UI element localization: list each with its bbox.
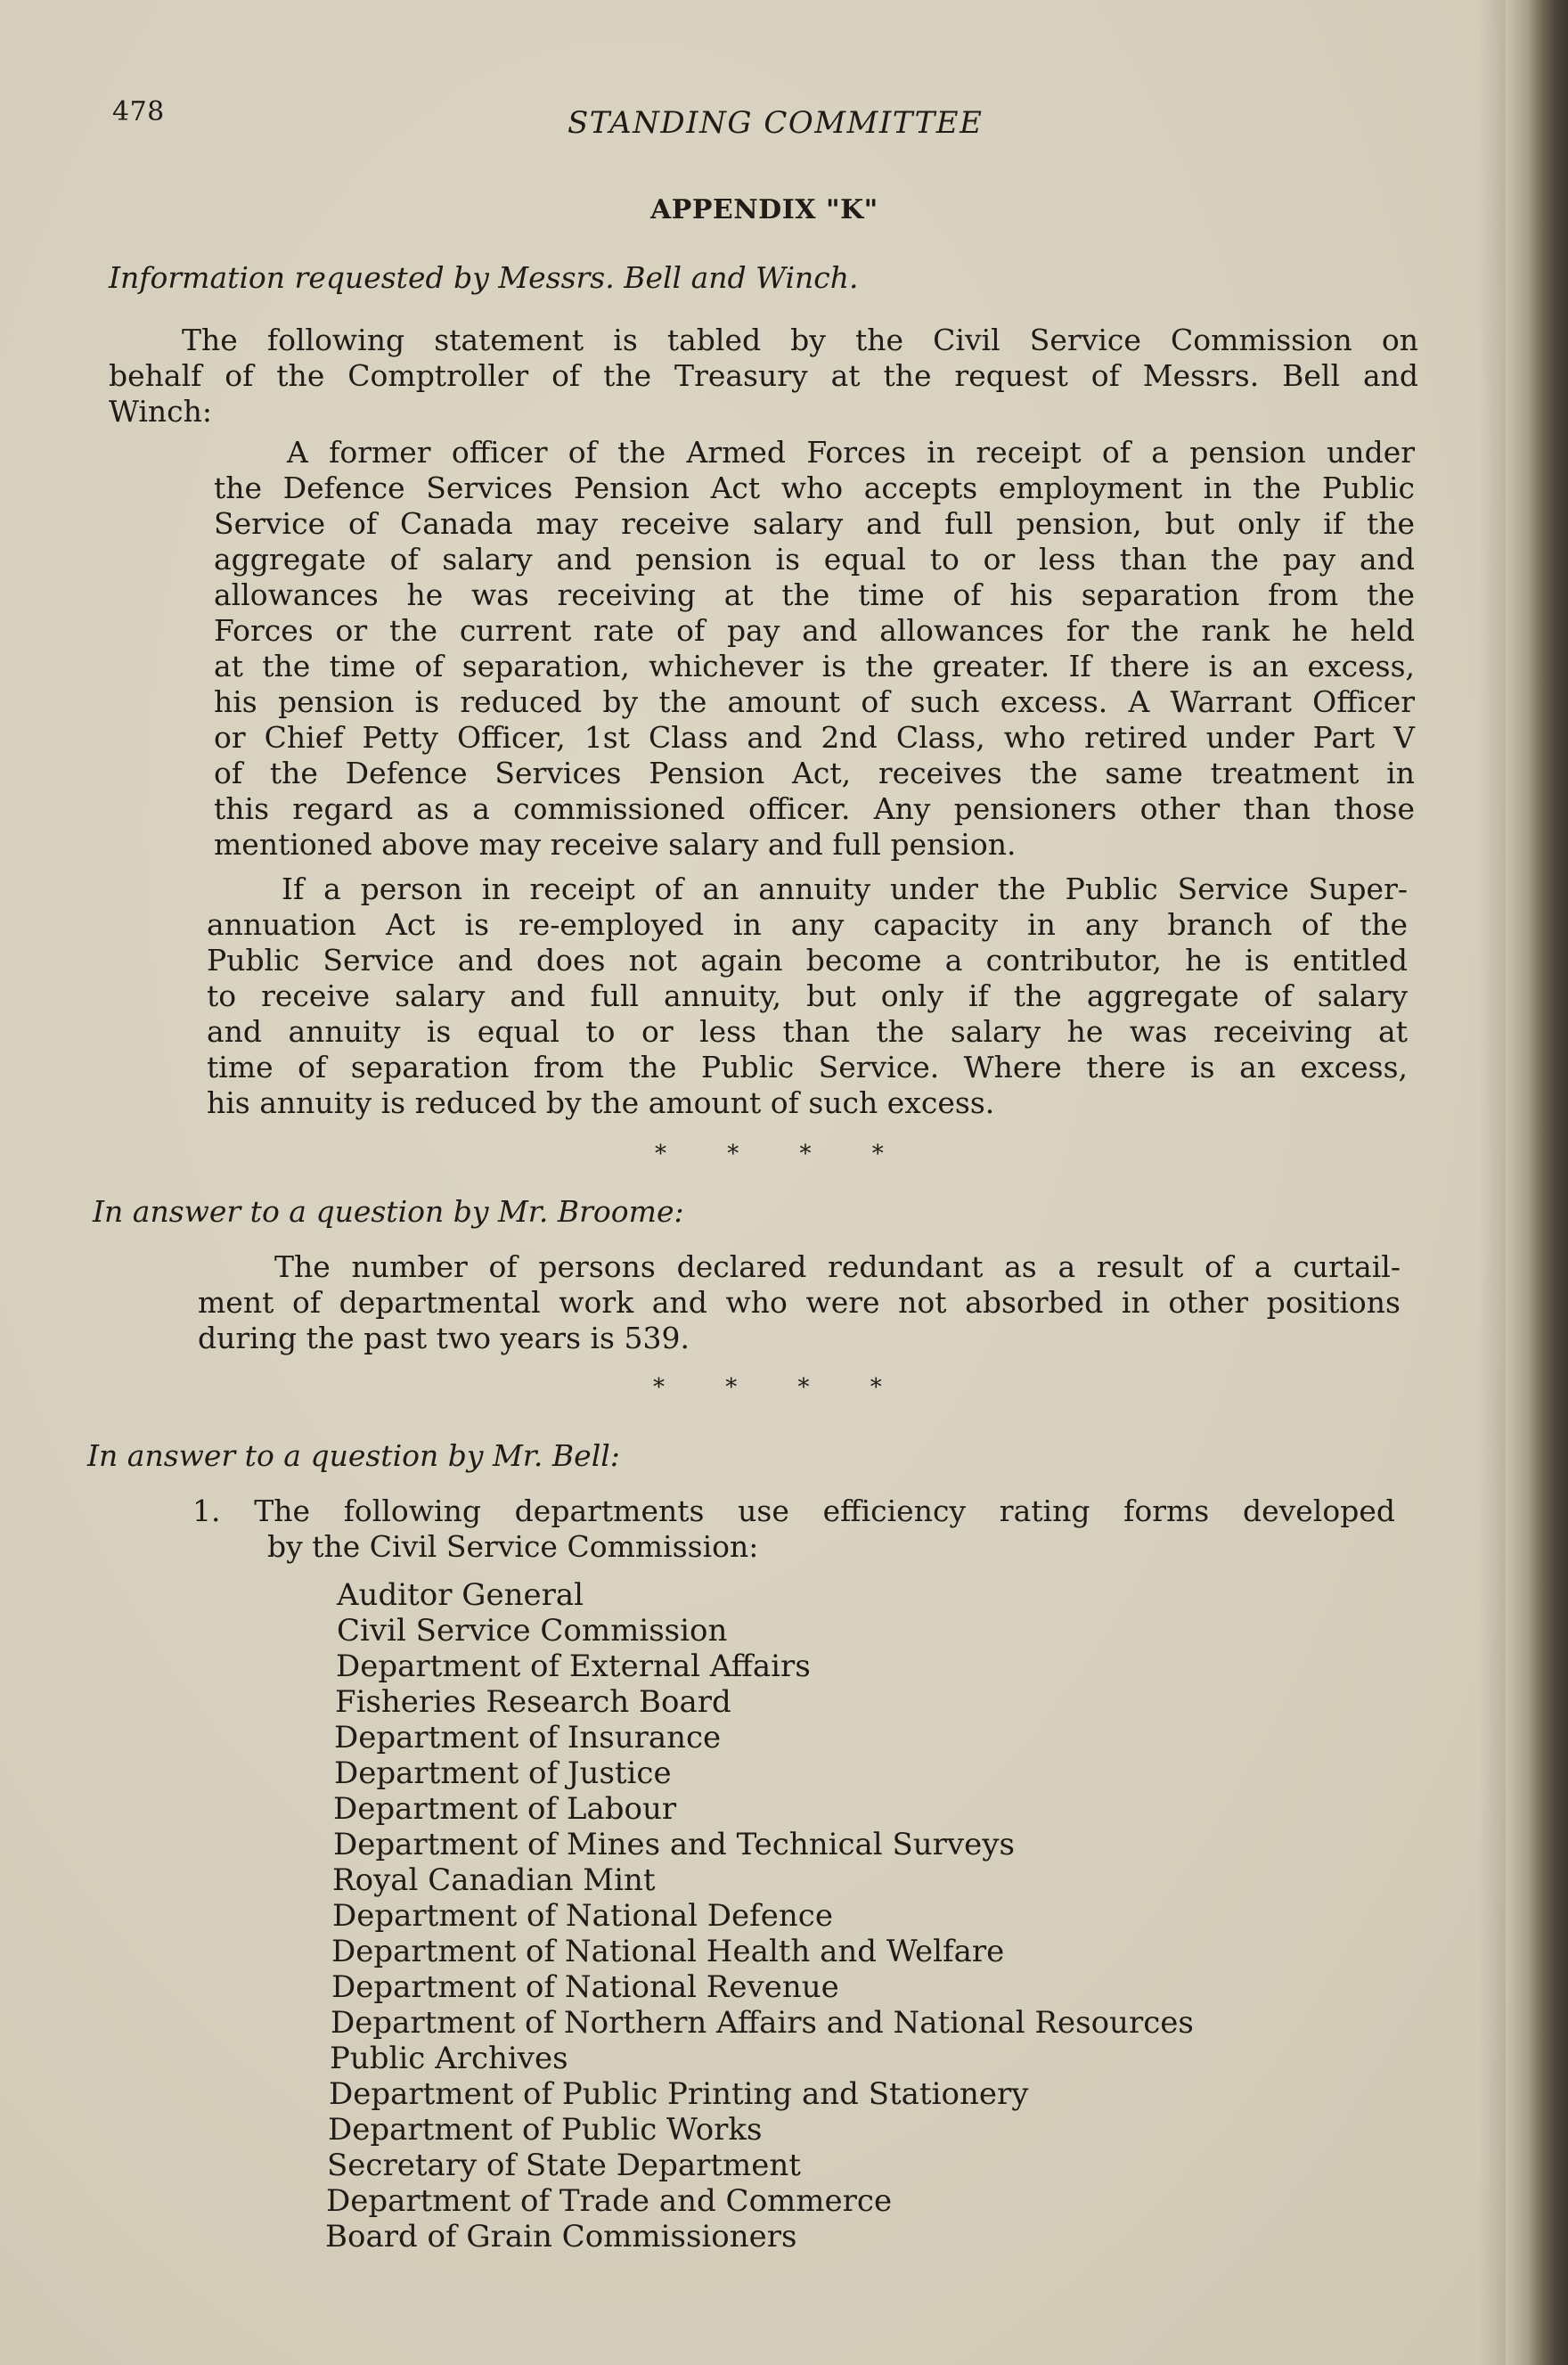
paragraph-line: of the Defence Services Pension Act, receives the same treatment in — [214, 756, 1415, 790]
intro-line: The following statement is tabled by the Civil Service Commission on — [182, 323, 1418, 357]
section-heading-info-requested: Information requested by Messrs. Bell and Winch. — [109, 260, 859, 295]
intro-paragraph — [109, 323, 1418, 430]
list-item: Public Archives — [330, 2041, 568, 2076]
paragraph-line: aggregate of salary and pension is equal to or less than the pay and — [214, 542, 1415, 577]
paragraph-line: during the past two years is 539. — [198, 1321, 690, 1355]
paragraph-line: 1. The following departments use efficiency rating forms developed — [192, 1493, 1395, 1528]
list-item: Department of Mines and Technical Surveys — [333, 1827, 1015, 1862]
section-separator: * * * * — [655, 1141, 911, 1167]
paragraph-line: to receive salary and full annuity, but only if the aggregate of salary — [207, 978, 1408, 1013]
list-item: Department of Justice — [334, 1755, 672, 1791]
list-item: Royal Canadian Mint — [332, 1862, 656, 1898]
list-item: Department of Northern Affairs and National Resources — [331, 2005, 1194, 2041]
paragraph-line: Forces or the current rate of pay and allowances for the rank he held — [214, 613, 1415, 648]
annuity-paragraph — [207, 872, 1408, 1121]
section-heading-broome: In answer to a question by Mr. Broome: — [93, 1194, 684, 1229]
paragraph-line: mentioned above may receive salary and full pension. — [214, 827, 1017, 862]
paragraph-line: his pension is reduced by the amount of such excess. A Warrant Officer — [214, 684, 1415, 719]
paragraph-line: this regard as a commissioned officer. Any pensioners other than those — [214, 791, 1415, 826]
list-item: Secretary of State Department — [327, 2148, 801, 2183]
page-number: 478 — [112, 96, 165, 127]
list-item: Department of National Defence — [332, 1898, 833, 1934]
book-spine — [1506, 0, 1568, 2365]
paragraph-line: Public Service and does not again become a contributor, he is entitled — [207, 943, 1408, 978]
appendix-title: APPENDIX "K" — [650, 194, 878, 225]
paragraph-line: The number of persons declared redundant as a result of a curtail- — [274, 1249, 1401, 1284]
redundancy-paragraph — [198, 1249, 1401, 1356]
paragraph-line: by the Civil Service Commission: — [267, 1529, 759, 1564]
list-item: Department of Labour — [333, 1791, 677, 1827]
list-item: Department of External Affairs — [336, 1649, 811, 1684]
paragraph-line: and annuity is equal to or less than the salary he was receiving at — [207, 1014, 1408, 1049]
paragraph-line: or Chief Petty Officer, 1st Class and 2nd Class, who retired under Part V — [214, 720, 1415, 755]
paragraph-line: the Defence Services Pension Act who accepts employment in the Public — [214, 471, 1415, 505]
list-item: Department of National Health and Welfare — [331, 1934, 1005, 1969]
paragraph-line: at the time of separation, whichever is the greater. If there is an excess, — [214, 649, 1415, 683]
page-gutter-shadow — [1479, 0, 1506, 2365]
section-separator: * * * * — [653, 1374, 909, 1401]
paragraph-line: his annuity is reduced by the amount of such excess. — [207, 1085, 995, 1120]
efficiency-rating-item — [192, 1493, 1395, 1565]
pension-paragraph — [214, 435, 1415, 863]
paragraph-line: If a person in receipt of an annuity under the Public Service Super- — [282, 872, 1408, 906]
list-item: Civil Service Commission — [337, 1613, 728, 1649]
list-item: Auditor General — [337, 1577, 584, 1613]
paragraph-line: Service of Canada may receive salary and full pension, but only if the — [214, 506, 1415, 541]
section-heading-bell: In answer to a question by Mr. Bell: — [87, 1438, 620, 1473]
paragraph-line: A former officer of the Armed Forces in receipt of a pension under — [287, 435, 1415, 470]
list-item: Department of Public Printing and Stationery — [329, 2076, 1029, 2112]
department-list — [325, 1577, 1194, 2255]
list-item: Fisheries Research Board — [335, 1684, 731, 1720]
intro-line: behalf of the Comptroller of the Treasury at the request of Messrs. Bell and — [109, 358, 1418, 393]
paragraph-line: ment of departmental work and who were not absorbed in other positions — [198, 1285, 1401, 1320]
list-item: Department of Insurance — [334, 1720, 722, 1755]
list-item: Board of Grain Commissioners — [325, 2219, 797, 2255]
paragraph-line: time of separation from the Public Service. Where there is an excess, — [207, 1050, 1408, 1084]
intro-line: Winch: — [109, 394, 212, 429]
list-item: Department of Public Works — [328, 2112, 763, 2148]
running-head: STANDING COMMITTEE — [568, 105, 984, 141]
paragraph-line: annuation Act is re-employed in any capacity in any branch of the — [207, 907, 1408, 942]
list-item: Department of Trade and Commerce — [326, 2183, 893, 2219]
list-item: Department of National Revenue — [331, 1969, 839, 2005]
paragraph-line: allowances he was receiving at the time of his separation from the — [214, 577, 1415, 612]
